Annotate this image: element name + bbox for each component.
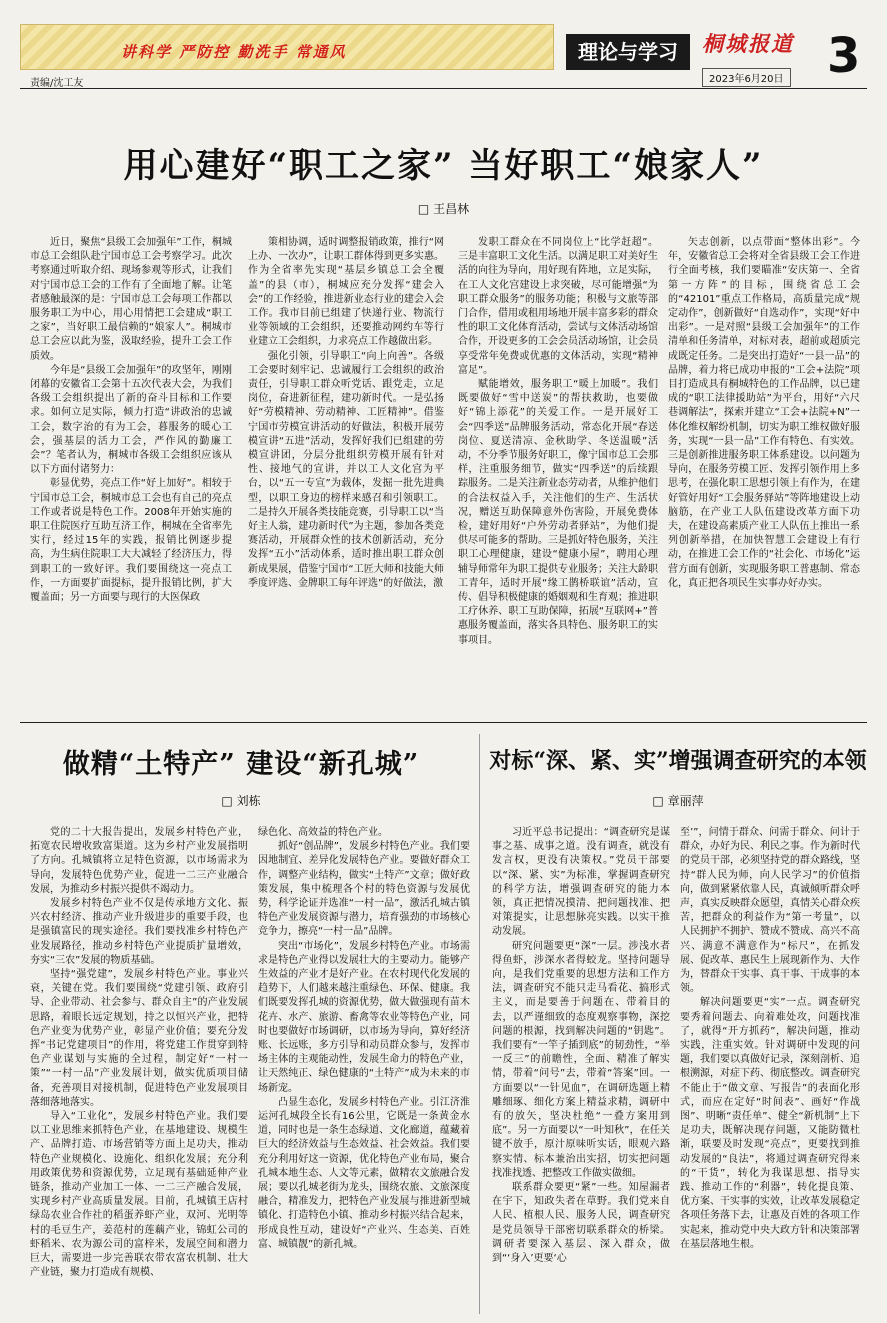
paragraph: 联系群众要更“紧”一些。知屋漏者在宇下，知政失者在草野。我们党来自人民、植根人民、服务人民，调查研究是党员领导干部密切联系群众的桥梁。调研者要深入基层、深入群众，做到“‘身入’更要‘心 xyxy=(492,1182,670,1265)
paragraph: 抓好“创品牌”，发展乡村特色产业。我们要因地制宜、差异化发展特色产业。要做好群众工作，调整产业结构，做实“土特产”文章；做好政策发展，集中梳理各个村的特色资源与发展优势，科学论证并选准“一村一品”，激活孔城古镇特色产业发展资源与潜力，培育强劲的市场核心竞争力，擦亮“一村一品”品牌。 xyxy=(258,841,470,938)
paragraph: 坚持“强党建”，发展乡村特色产业。事业兴衰，关键在党。我们要围绕“党建引领、政府引导、企业带动、社会参与、群众自主”的产业发展思路，着眼长远定规划，持之以恒兴产业，把特色产业变为优势产业，彰显产业价值；要充分发挥“书记党建项目”的作用，将党建工作贯穿到特色产业谋划与实施的全过程，制定好“一村一策”“一村一品”产业发展计划，做实优质项目储备，充善项目对接机制，促进特色产业发展项目落细落地落实。 xyxy=(30,969,248,1108)
article-title: 用心建好“职工之家” 当好职工“娘家人” xyxy=(123,146,764,186)
slogan-text: 讲科学 严防控 勤洗手 常通风 xyxy=(121,43,347,61)
paragraph: 强化引领，引导职工“向上向善”。各级工会要时刻牢记、忠诚履行工会组织的政治责任，引导职工群众听党话、跟党走，立足岗位，奋进新征程，建功新时代。一是弘扬好“劳模精神、劳动精神、工匠精神”。借鉴宁国市劳模宣讲活动的好做法，积极开展劳模宣讲“五进”活动，发挥好我们已组建的劳模宣讲团，分层分批组织劳模开展有针对性、接地气的宣讲，并以工人文化宫为平台，以“五一专宣”为载体，发掘一批先进典型，以职工身边的榜样来感召和引领职工。二是持久开展各类技能竞赛，引导职工以“当好主人翁，建功新时代”为主题，参加各类竞赛活动，开展群众性的技术创新活动，充分发挥“五小”活动体系，适时推出职工群众创新成果展，借鉴宁国市“工匠大师和技能大师季度评选、金牌职工每年评选”的好做法，激 xyxy=(248,350,444,589)
paragraph: 凸显生态化，发展乡村特色产业。引江济淮运河孔城段全长有16公里，它既是一条黄金水道，同时也是一条生态绿道、文化廊道，蕴藏着巨大的经济效益与生态效益、社会效益。我们要充分利用好这一资源，优化特色产业布局，聚合孔城本地生态、人文等元素，做精农文旅融合发展；要以孔城老街为龙头，围绕农旅、文旅深度融合，精准发力，把特色产业发展与推进新型城镇化、打造特色小镇、推动乡村振兴结合起来，形成良性互动，建设好“产业兴、生态美、百姓富、城镇靓”的新孔城。 xyxy=(258,1096,470,1250)
article-column xyxy=(248,236,444,658)
article-title: 对标“深、紧、实”增强调查研究的本领 xyxy=(489,748,867,774)
page-number: 3 xyxy=(827,28,861,84)
article-column xyxy=(30,236,232,658)
paragraph: 突出“市场化”，发展乡村特色产业。市场需求是特色产业得以发展壮大的主要动力。能够产生效益的产业才是好产业。在农村现代化发展的趋势下，人们越来越注重绿色、环保、健康。我们既要发挥孔城的资源优势，做大做强现有苗木花卉、水产、旅游、畜禽等农业等特色产业，同时也要做好市场调研，以市场为导向，算好经济账、长远账，多方引导和动员群众参与，发挥市场主体的主观能动性，发展生命力的特色产业，让天然纯正、绿色健康的“土特产”成为未来的市场新宠。 xyxy=(258,940,470,1094)
article-byline: □ 王昌林 xyxy=(417,202,470,216)
paragraph: 策相协调，适时调整报销政策，推行“网上办、一次办”，让职工群体得到更多实惠。作为全省率先实现“基层乡镇总工会全覆盖”的县（市），桐城应充分发挥“建会入会”的工作经验，推进新业态行业的建会入会工作。我市目前已组建了快递行业、物流行业等领域的工会组织，还要推动网约车等行业建立工会组织，力求亮点工作越做出彩。 xyxy=(248,237,444,348)
paragraph: 习近平总书记提出：“调查研究是谋事之基、成事之道。没有调查，就没有发言权，更没有决策权。”党员干部要以“深、紧、实”为标准，掌握调查研究的科学方法，增强调查研究的能力本领，真正把情况摸清、把问题找准、把对策提实，让思想脉亮实践。以实干推动发展。 xyxy=(492,827,670,938)
paragraph: 党的二十大报告提出，发展乡村特色产业，拓宽农民增收致富渠道。这为乡村产业发展指明了方向。孔城镇将立足特色资源，以市场需求为导向，发展特色优势产业，促进一二三产业融合发展，为推动乡村振兴提供不竭动力。 xyxy=(30,827,248,895)
article-byline: □ 章丽萍 xyxy=(652,794,704,808)
editor-credit: 责编/沈工友 xyxy=(30,78,84,89)
article-column xyxy=(258,826,470,1312)
article-column xyxy=(492,826,670,1312)
article-title: 做精“土特产” 建设“新孔城” xyxy=(62,749,420,780)
article-byline: □ 刘栋 xyxy=(221,794,261,808)
paragraph: 解决问题要更“实”一点。调查研究要秀着问题去、向着难处攻，问题找准了，就得“开方抓药”，解决问题，推动实践，注重实效。针对调研中发现的问题，我们要以真做好记录，深刻剖析、追根溯源，对症下药、彻底整改。调查研究不能止于“做文章、写报告”的表面化形式，而应在定好“时间表”、画好“作战图”、明晰“责任单”、健全“新机制”上下足功夫，既解决现存问题，又能防微杜渐，联要及时发现“亮点”，更要找到推动发展的“良法”，将通过调查研究得来的“干货”，转化为我谋思想、指导实践、推动工作的“利器”，转化提良策、优方案、干实事的实效，让改革发展稳定各项任务落下去，让惠及百姓的各项工作实起来，推动党中央大政方针和决策部署在基层落地生根。 xyxy=(680,997,860,1250)
paragraph: 近日，聚焦“县级工会加强年”工作，桐城市总工会组队赴宁国市总工会考察学习。此次考察通过听取介绍、现场参观等形式，让我们对宁国市总工会的工作有了全面地了解。让笔者感触最深的是：宁国市总工会每项工作都以服务职工为中心，用心用情把工会建成“职工之家”，当好职工最信赖的“娘家人”。桐城市总工会应以此为鉴，汲取经验，提升工会工作质效。 xyxy=(30,237,232,362)
section-divider xyxy=(20,722,867,723)
article-column xyxy=(680,826,860,1312)
slogan-banner xyxy=(20,24,554,70)
newspaper-name: 桐城报道 xyxy=(702,31,794,56)
paragraph: 发展乡村特色产业不仅是传承地方文化、振兴农村经济、推动产业升级进步的重要手段，也是强镇富民的现实途径。我们要找准乡村特色产业发展路径，推动乡村特色产业提质扩量增效，夯实“三农”发展的物质基础。 xyxy=(30,898,248,966)
article-column xyxy=(458,236,658,658)
article-column xyxy=(668,236,860,658)
issue-date: 2023年6月20日 xyxy=(702,68,791,87)
paragraph: 绿色化、高效益的特色产业。 xyxy=(258,827,388,838)
section-label: 理论与学习 xyxy=(566,34,690,70)
header-rule xyxy=(20,88,867,89)
article-column xyxy=(30,826,248,1312)
paragraph: 彰显优势，亮点工作“好上加好”。相较于宁国市总工会，桐城市总工会也有自己的亮点工作或者说是特色工作。2008年开始实施的职工住院医疗互助互济工作，桐城在全省率先实行，经过15年的实践，报销比例逐步提高，为生病住院职工大大减轻了经济压力，得到职工的一致好评。我们要围绕这一亮点工作，一方面要扩面提标，提升报销比例，扩大覆盖面；另一方面要与现行的大医保政 xyxy=(30,478,232,604)
paragraph: 导入“工业化”，发展乡村特色产业。我们要以工业思维来抓特色产业，在基地建设、规模生产、品牌打造、市场营销等方面上足功夫，推动特色产业规模化、设施化、组织化发展；充分利用政策优势和资源优势，立足现有基础延伸产业链条，推动产业加工一体、一二三产融合发展，实现乡村产业高质量发展。目前，孔城镇王店村绿岛农业合作社的稻蛋养虾产业，双河、光明等村的毛豆生产，姜范村的莲藕产业，锦虹公司的虾稻米、农为源公司的富梓米，发展空间和潜力巨大，需要进一步完善联农带农富农机制、壮大产业链，聚力打造成有规模、 xyxy=(30,1111,248,1279)
paragraph: 发职工群众在不同岗位上“比学赶超”。三是丰富职工文化生活。以满足职工对美好生活的向往为导向，用好现有阵地，立足实际，在工人文化宫建设上求突破，尽可能增强“为职工群众服务”的服务功能；积极与文旅等部门合作，借用或租用场地开展丰富多彩的群众性的职工文化体育活动，尝试与文体活动场馆合作，开设更多的工会会员活动场馆，让会员享受常年免费或优惠的文体活动，实现“精神富足”。 xyxy=(458,237,658,376)
paragraph: 至’”，问情于群众、问需于群众、问计于群众，办好为民、利民之事。作为新时代的党员干部，必须坚持党的群众路线，坚持“群人民为师，向人民学习”的价值指向，做到紧紧依靠人民，真诚倾听群众呼声，真实反映群众愿望，真情关心群众疾苦，把群众的利益作为“第一考量”，以人民拥护不拥护、赞成不赞成、高兴不高兴、满意不满意作为“标尺”，在抓发展、促改革、惠民生上展现新作为、大作为，替群众干实事、真干事、干成事的本领。 xyxy=(680,827,860,995)
paragraph: 今年是“县级工会加强年”的攻坚年，刚刚闭幕的安徽省工会第十五次代表大会，为我们各级工会组织提出了新的奋斗目标和工作要求。如何立足实际，倾力打造“讲政治的忠诚工会，数字治的有为工会，暮服务的暖心工会，强基层的活力工会，严作风的勤廉工会”？笔者认为，桐城市各级工会组织应该从以下方面付诸努力： xyxy=(30,364,232,476)
paragraph: 矢志创新，以点带面“整体出彩”。今年，安徽省总工会将对全省县级工会工作进行全面考核，我们要瞄准“安庆第一、全省第一方阵”的目标，围绕省总工会的“42101”重点工作格局，高质量完成“规定动作”，创新做好“自选动作”，实现“好中出彩”。一是对照“县级工会加强年”的工作清单和任务清单，对标对表，超前或超质完成既定任务。二是突出打造好“一县一品”的品牌，着力将已成功申报的“工会+法院”项目打造成具有桐城特色的工作品牌，以已建成的“职工法律援助站”为平台，用好“六尺巷调解法”，探索并建立“工会+法院+N”一体化维权解纷机制，切实为职工维权做好服务，实现“一县一品”工作有特色、有实效。三是创新推进服务职工体系建设。以问题为导向，在服务劳模工匠、发挥引领作用上多思考，在强化职工思想引领上有作为，在建好管好用好“工会服务驿站”等阵地建设上动脑筋，在产业工人队伍建设改革方面下功夫，在建设高素质产业工人队伍上推出一系列创新举措，在加快智慧工会建设上有行动，在推进工会工作的“社会化、市场化”运营方面有创新，实现服务职工普惠制、常态化，真正把各项民生实事办好办实。 xyxy=(668,237,860,589)
paragraph: 赋能增效，服务职工“暖上加暖”。我们既要做好“雪中送炭”的帮扶救助，也要做好“锦上添花”的关爱工作。一是开展好工会“四季送”品牌服务活动，常态化开展“春送岗位、夏送清凉、金秋助学、冬送温暖”活动，不分季节服务好职工，像宁国市总工会那样，注重服务细节，做实“四季送”的后续跟踪服务。二是关注新业态劳动者，从维护他们的合法权益入手，关注他们的生产、生活状况，赠送互助保障意外伤害险，开展免费体检，建好用好“户外劳动者驿站”，为他们提供尽可能多的帮助。三是抓好特色服务，关注职工心理健康，建设“健康小屋”，聘用心理辅导师常年为职工提供专业服务；关注大龄职工青年，适时开展“缘工鹊桥联谊”活动，宣传、倡导积极健康的婚姻观和生育观；推进职工疗休养、职工互助保障，拓展“互联网+”普惠服务覆盖面，落实各具特色、服务职工的实事项目。 xyxy=(458,379,658,646)
paragraph: 研究问题要更“深”一层。涉浅水者得鱼虾，涉深水者得蛟龙。坚持问题导向，是我们党重要的思想方法和工作方法，调查研究不能只走马看花、搞形式主义，而是要善于问题在、带着目的去，以严谨细致的态度观察事物，深挖问题的根源，找到解决问题的“钥匙”。我们要有“一竿子插到底”的韧劲性，“举一反三”的前瞻性，全面、精准了解实情，带着“问号”去，带着“答案”回。一方面要以“一针见血”，在调研选题上精雕细琢、细化方案上精益求精，调研中有的放矢，坚决杜绝“一叠方案用到底”。另一方面要以“一叶知秋”，在任关键不放手，原汁原味听实话，眼观六路察实情、标本兼治出实招，切实把问题找准找透、把整改工作做实做细。 xyxy=(492,940,670,1179)
column-divider xyxy=(479,734,480,1314)
